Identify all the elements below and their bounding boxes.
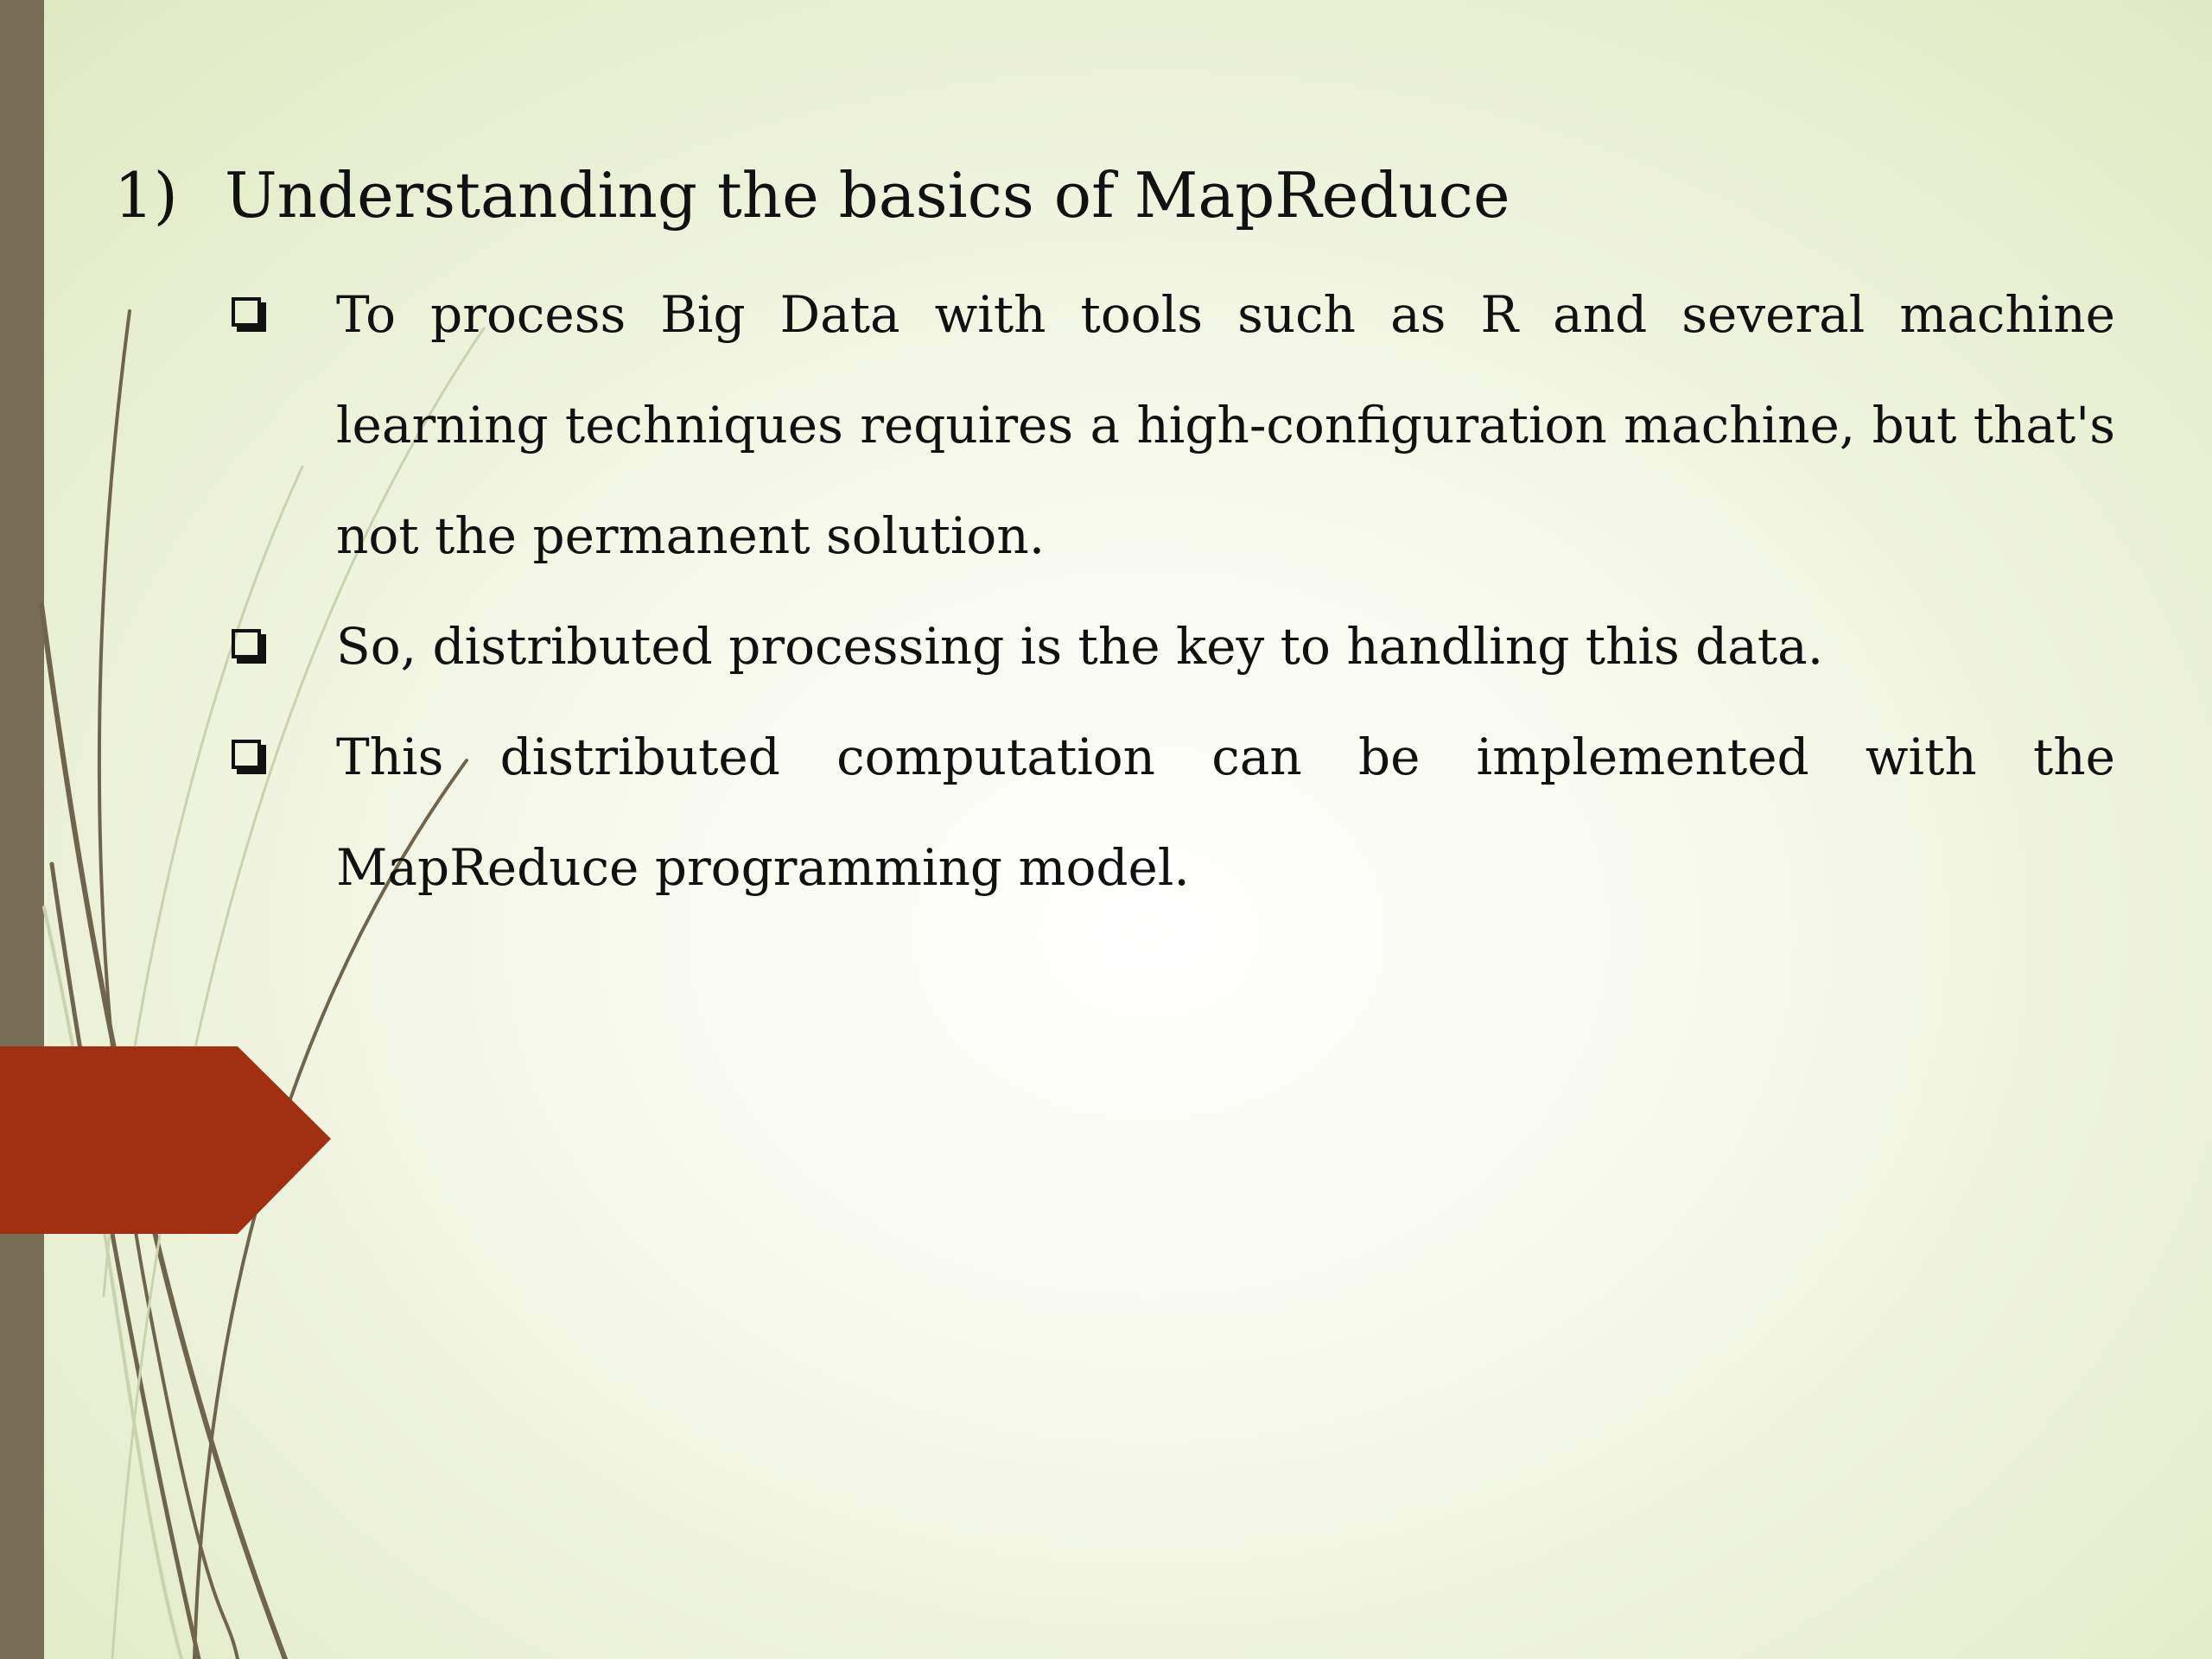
bullet-text: To process Big Data with tools such as R and several machine learning techniques requires a high-configuration machine, but that's not the permanent solution. [336, 285, 2115, 565]
slide-heading [114, 152, 2101, 238]
bullet-list [226, 259, 2115, 923]
arrow-banner [0, 1046, 331, 1234]
bullet-item [226, 702, 2115, 923]
heading-number: 1) [114, 159, 178, 232]
checkbox-square-icon [232, 629, 261, 658]
checkbox-square-icon [232, 297, 261, 327]
bullet-text: So, distributed processing is the key to handling this data. [336, 617, 1824, 676]
checkbox-square-icon [232, 740, 261, 769]
bullet-item [226, 259, 2115, 591]
decor-line [44, 907, 181, 1659]
heading-text: Understanding the basics of MapReduce [225, 159, 1510, 232]
decor-line [52, 864, 199, 1659]
bullet-item [226, 591, 2115, 702]
bullet-text: This distributed computation can be implemented with the MapReduce programming model. [336, 728, 2115, 897]
